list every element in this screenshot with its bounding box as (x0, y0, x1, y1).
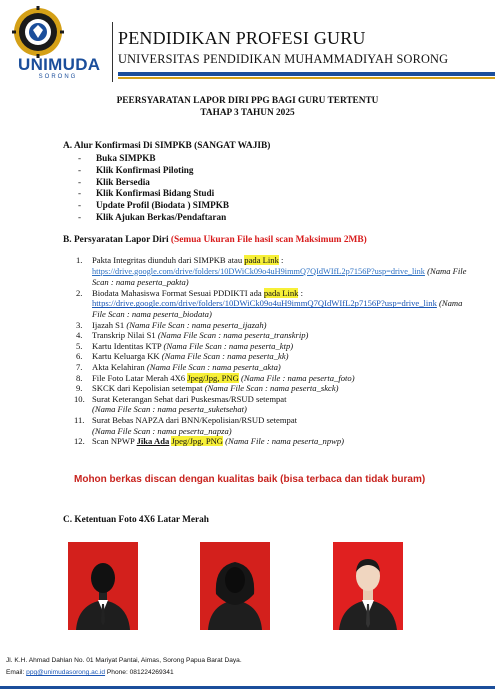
header-subtitle: UNIVERSITAS PENDIDIKAN MUHAMMADIYAH SORONG (118, 52, 449, 66)
list-item: 11. Surat Bebas NAPZA dari BNN/Kepolisian/RSUD setempat (Nama File Scan : nama peserta_napza) (74, 414, 298, 436)
list-item: 6. Kartu Keluarga KK (Nama File Scan : nama peserta_kk) (76, 351, 289, 362)
list-item: - Klik Konfirmasi Bidang Studi (78, 188, 215, 199)
logo-subtext: SORONG (38, 74, 78, 80)
list-item: 9. SKCK dari Kepolisian setempat (Nama File Scan : nama peserta_skck) (76, 383, 339, 394)
list-item: - Klik Bersedia (78, 176, 150, 187)
list-item: 2. Biodata Mahasiswa Format Sesuai PDDIKTI ada pada Link : https://drive.google.com/drive/folders/10DWiCk09o4uH9immQ7QIdWIfL2p7156P?usp=drive_link (Nama File Scan : nama peserta_biodata) (76, 287, 463, 319)
section-a-heading: A. Alur Konfirmasi Di SIMPKB (SANGAT WAJIB) (63, 141, 271, 151)
example-photo-male-2 (333, 542, 403, 630)
requirements-list (74, 255, 470, 447)
file-size-warning: (Semua Ukuran File hasil scan Maksimum 2MB) (170, 235, 367, 245)
example-photo-male (68, 542, 138, 630)
email-link[interactable]: ppg@unimudasorong.ac.id (26, 669, 106, 676)
section-c-heading: C. Ketentuan Foto 4X6 Latar Merah (63, 515, 209, 525)
section-b-heading: B. Persyaratan Lapor Diri (Semua Ukuran File hasil scan Maksimum 2MB) (63, 235, 367, 245)
list-item: 3. Ijazah S1 (Nama File Scan : nama peserta_ijazah) (76, 319, 267, 330)
header-divider (112, 22, 113, 82)
footer-rule (0, 686, 495, 689)
list-item: - Klik Konfirmasi Piloting (78, 164, 194, 175)
scan-quality-note: Mohon berkas discan dengan kualitas baik (bisa terbaca dan tidak buram) (74, 474, 426, 485)
logo-wordmark: UNIMUDA (18, 55, 101, 74)
pakta-link[interactable]: https://drive.google.com/drive/folders/10DWiCk09o4uH9immQ7QIdWIfL2p7156P?usp=drive_link (92, 266, 425, 276)
list-item: 7. Akta Kelahiran (Nama File Scan : nama peserta_akta) (76, 361, 281, 372)
list-item: 12. Scan NPWP Jika Ada Jpeg/Jpg, PNG (Nama File : nama peserta_npwp) (74, 436, 345, 447)
document-title: PEERSYARATAN LAPOR DIRI PPG BAGI GURU TERTENTU (116, 96, 379, 106)
list-item: - Buka SIMPKB (78, 153, 156, 163)
biodata-link[interactable]: https://drive.google.com/drive/folders/10DWiCk09o4uH9immQ7QIdWIfL2p7156P?usp=drive_link (92, 298, 437, 309)
list-item: 4. Transkrip Nilai S1 (Nama File Scan : nama peserta_transkrip) (76, 330, 309, 341)
footer-address: Jl. K.H. Ahmad Dahlan No. 01 Mariyat Pantai, Aimas, Sorong Papua Barat Daya. (6, 657, 242, 664)
list-item: - Update Profil (Biodata ) SIMPKB (78, 200, 230, 211)
document-subtitle: TAHAP 3 TAHUN 2025 (200, 108, 295, 118)
header-title: PENDIDIKAN PROFESI GURU (118, 28, 366, 48)
section-a-steps (78, 153, 229, 224)
university-logo (12, 6, 64, 58)
header-rule-gold (118, 77, 495, 79)
list-item: 8. File Foto Latar Merah 4X6 Jpeg/Jpg, PNG (Nama File : nama peserta_foto) (76, 372, 355, 383)
list-item: 1. Pakta Integritas diunduh dari SIMPKB atau pada Link : https://drive.google.com/drive/folders/10DWiCk09o4uH9immQ7QIdWIfL2p7156P?usp=drive_link (Nama File Scan : nama peserta_pakta) (76, 255, 467, 288)
list-item: - Klik Ajukan Berkas/Pendaftaran (78, 211, 227, 222)
list-item: 5. Kartu Identitas KTP (Nama File Scan : nama peserta_ktp) (76, 340, 294, 351)
example-photo-female (200, 542, 270, 630)
header-rule-blue (118, 72, 495, 76)
list-item: 10. Surat Keterangan Sehat dari Puskesmas/RSUD setempat (Nama File Scan : nama peserta_suketsehat) (74, 393, 287, 415)
footer-contact: Email: ppg@unimudasorong.ac.id Phone: 081224269341 (6, 669, 174, 676)
